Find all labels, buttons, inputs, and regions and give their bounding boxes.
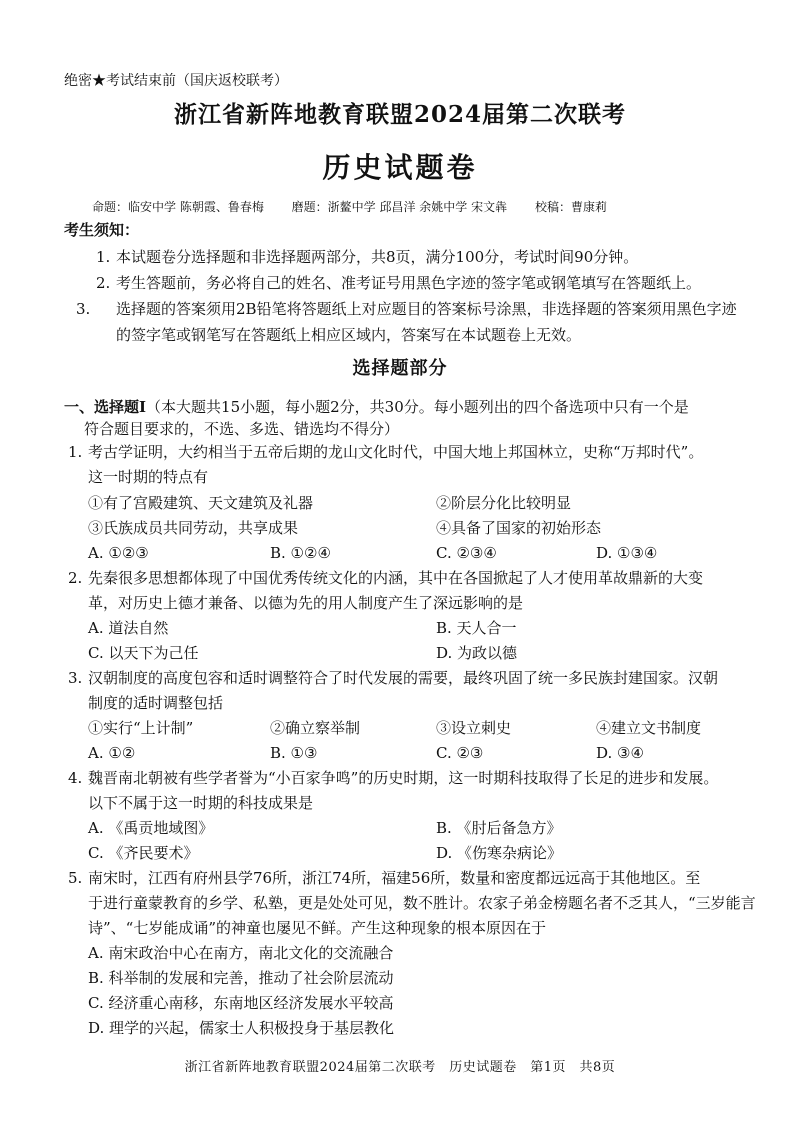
statement: ①实行“上计制” [88, 719, 194, 737]
question-1 [68, 440, 758, 490]
answer-option[interactable]: D. ③④ [596, 744, 644, 762]
answer-option[interactable]: B. ①③ [270, 744, 318, 762]
part-desc: （本大题共15小题，每小题2分，共30分。每小题列出的四个备选项中只有一个是 [146, 398, 689, 416]
notice-item-num: 3. [76, 300, 91, 318]
answer-option[interactable]: A. 道法自然 [88, 619, 169, 637]
statement: ②阶层分化比较明显 [436, 494, 572, 512]
question-stem-cont: 以下不属于这一时期的科技成果是 [88, 794, 314, 812]
answer-option[interactable]: A. ①②③ [88, 544, 149, 562]
answer-option[interactable]: C. 经济重心南移，东南地区经济发展水平较高 [88, 994, 394, 1012]
answer-option[interactable]: C. ②③ [436, 744, 484, 762]
statement: ④建立文书制度 [596, 719, 702, 737]
answer-option[interactable]: B. 科举制的发展和完善，推动了社会阶层流动 [88, 969, 394, 987]
notice-item-text: 本试题卷分选择题和非选择题两部分，共8页，满分100分，考试时间90分钟。 [116, 248, 639, 266]
question-number: 2. [68, 569, 83, 587]
statement: ④具备了国家的初始形态 [436, 519, 602, 537]
answer-option[interactable]: C. 以天下为己任 [88, 644, 199, 662]
section-title: 选择题部分 [352, 358, 448, 379]
answer-option[interactable]: D. ①③④ [596, 544, 658, 562]
paper-title: 历史试题卷 [322, 151, 478, 184]
question-2 [68, 566, 758, 616]
staff-line [92, 198, 631, 215]
question-stem-cont: 革，对历史上德才兼备、以德为先的用人制度产生了深远影响的是 [88, 594, 524, 612]
question-4 [68, 766, 758, 816]
question-number: 1. [68, 443, 83, 461]
question-5 [68, 866, 758, 941]
notice-item [76, 296, 746, 348]
question-3 [68, 666, 758, 716]
staff-proofreader: 校稿：曹康莉 [534, 200, 607, 214]
notice-item [96, 244, 746, 270]
staff-reviewer: 磨题：浙鳌中学 邱昌洋 余姚中学 宋文犇 [291, 200, 508, 214]
answer-option[interactable]: B. 天人合一 [436, 619, 517, 637]
answer-option[interactable]: A. 《禹贡地域图》 [88, 819, 214, 837]
question-stem: 汉朝制度的高度包容和适时调整符合了时代发展的需要，最终巩固了统一多民族封建国家。汉朝 [88, 669, 719, 687]
statement: ③氏族成员共同劳动，共享成果 [88, 519, 299, 537]
answer-option[interactable]: B. ①②④ [270, 544, 331, 562]
answer-option[interactable]: A. ①② [88, 744, 136, 762]
statement: ③设立刺史 [436, 719, 512, 737]
answer-option[interactable]: D. 为政以德 [436, 644, 518, 662]
part-heading [64, 396, 754, 440]
notice-item-text: 考生答题前，务必将自己的姓名、准考证号用黑色字迹的签字笔或钢笔填写在答题纸上。 [116, 274, 702, 292]
question-stem: 考古学证明，大约相当于五帝后期的龙山文化时代，中国大地上邦国林立，史称“万邦时代”。 [88, 443, 704, 461]
answer-option[interactable]: B. 《肘后备急方》 [436, 819, 562, 837]
answer-option[interactable]: C. 《齐民要术》 [88, 844, 199, 862]
question-stem: 南宋时，江西有府州县学76所，浙江74所，福建56所，数量和密度都远远高于其他地区。至 [88, 869, 701, 887]
question-number: 3. [68, 669, 83, 687]
part-label: 一、选择题Ⅰ [64, 398, 147, 416]
answer-option[interactable]: C. ②③④ [436, 544, 497, 562]
question-stem: 魏晋南北朝被有些学者誉为“小百家争鸣”的历史时期，这一时期科技取得了长足的进步和发展。 [88, 769, 719, 787]
notice-item [96, 270, 746, 296]
answer-option[interactable]: D. 《伤寒杂病论》 [436, 844, 563, 862]
question-stem-cont: 于进行童蒙教育的乡学、私塾，更是处处可见，数不胜计。农家子弟金榜题名者不乏其人，“三岁能言诗”、“七岁能成诵”的神童也屡见不鲜。产生这种现象的根本原因在于 [88, 894, 756, 937]
notice-item-num: 1. [96, 248, 111, 266]
answer-option[interactable]: A. 南宋政治中心在南方，南北文化的交流融合 [88, 944, 394, 962]
notice-item-text: 选择题的答案须用2B铅笔将答题纸上对应题目的答案标号涂黑，非选择题的答案须用黑色字迹的签字笔或钢笔写在答题纸上相应区域内，答案写在本试题卷上无效。 [116, 300, 737, 344]
question-stem-cont: 制度的适时调整包括 [88, 694, 224, 712]
statement: ①有了宫殿建筑、天文建筑及礼器 [88, 494, 314, 512]
statement: ②确立察举制 [270, 719, 361, 737]
staff-author: 命题：临安中学 陈朝霞、鲁春梅 [92, 200, 264, 214]
question-stem: 先秦很多思想都体现了中国优秀传统文化的内涵，其中在各国掀起了人才使用革故鼎新的大变 [88, 569, 704, 587]
question-stem-cont: 这一时期的特点有 [88, 468, 209, 486]
question-number: 5. [68, 869, 83, 887]
confidential-line: 绝密★考试结束前（国庆返校联考） [64, 73, 288, 89]
answer-option[interactable]: D. 理学的兴起，儒家士人积极投身于基层教化 [88, 1019, 395, 1037]
exam-title: 浙江省新阵地教育联盟2024届第二次联考 [173, 101, 626, 128]
page-footer: 浙江省新阵地教育联盟2024届第二次联考 历史试题卷 第1页 共8页 [184, 1060, 616, 1075]
notice-item-num: 2. [96, 274, 111, 292]
part-desc-cont: 符合题目要求的，不选、多选、错选均不得分） [84, 420, 400, 438]
question-number: 4. [68, 769, 83, 787]
notice-heading: 考生须知： [64, 221, 140, 239]
